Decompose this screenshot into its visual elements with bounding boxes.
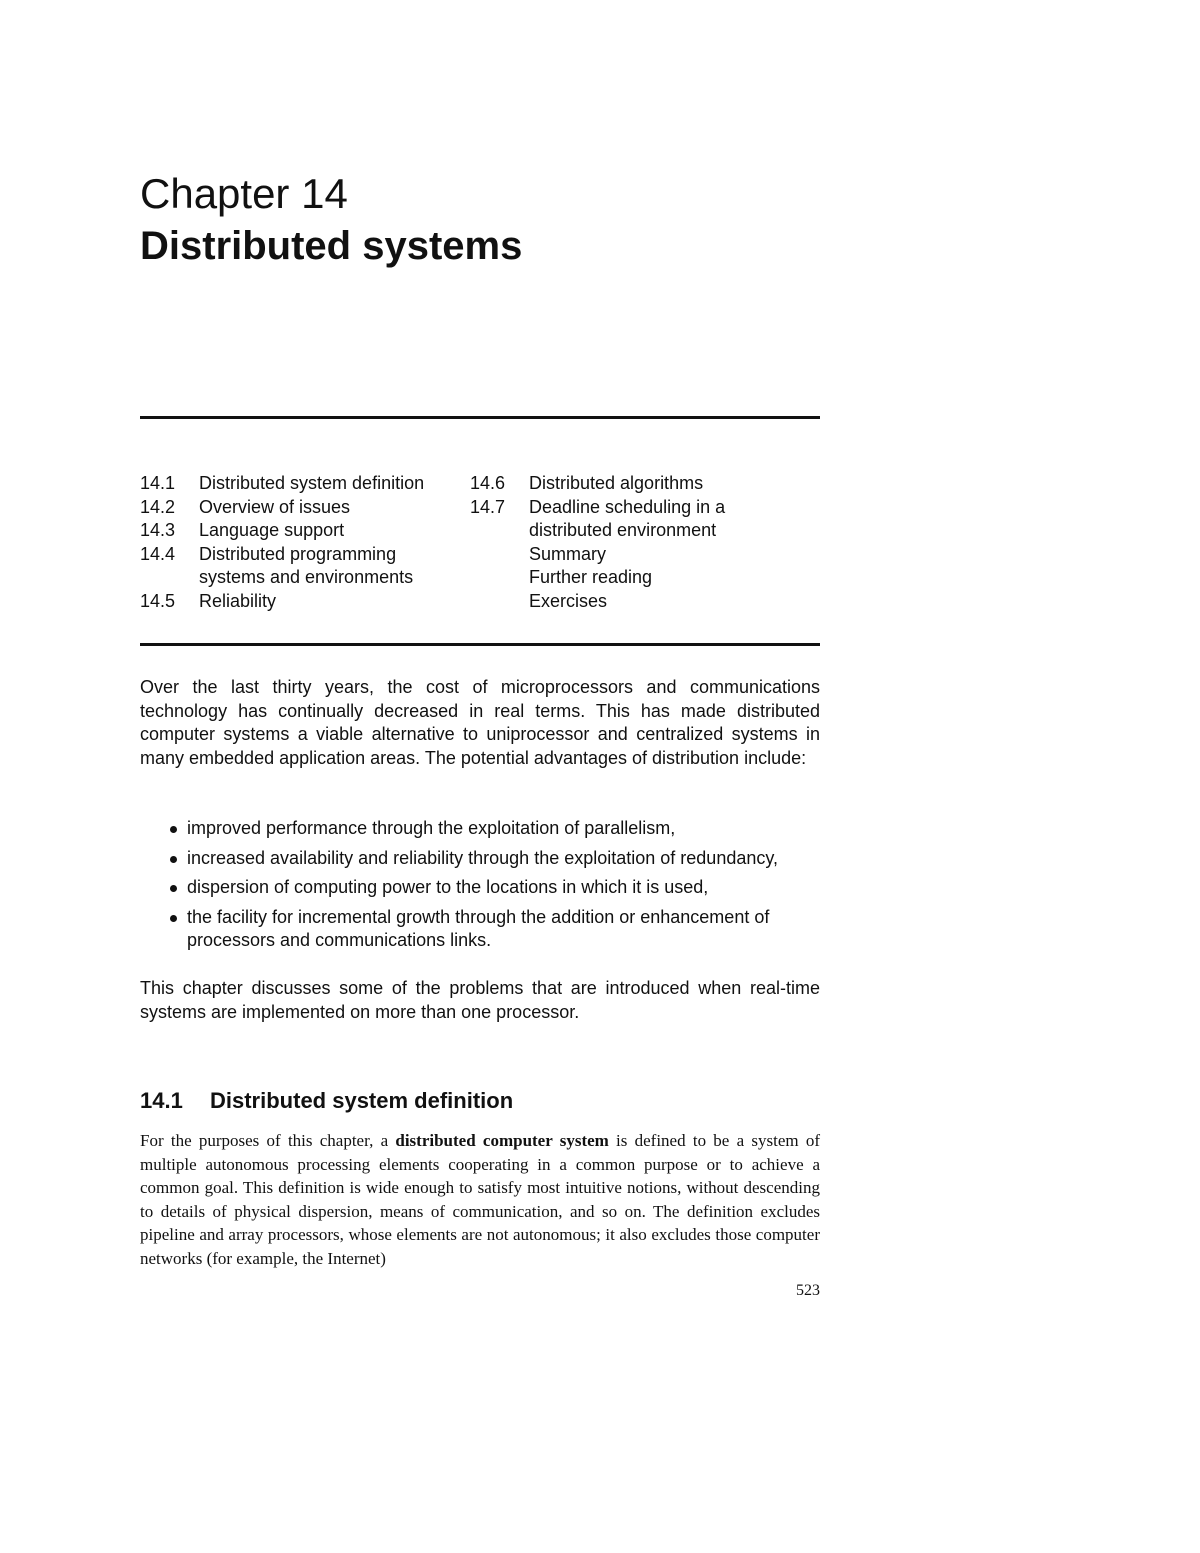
contents-entry-title: Language support <box>199 520 345 540</box>
bullet-icon <box>170 885 177 892</box>
contents-entry-number: 14.5 <box>140 590 176 611</box>
contents-entry-title: Summary <box>529 543 607 564</box>
contents-entry <box>470 496 820 520</box>
bullet-icon <box>170 826 177 833</box>
advantages-list <box>140 817 820 959</box>
contents-entry-number: 14.2 <box>140 496 176 517</box>
intro-paragraph: Over the last thirty years, the cost of microprocessors and communications technology has continually decreased in real terms. This has made distributed computer systems a viable alternative to uniprocessor and centralized systems in many embedded application areas. The potential advantages of distribution include: <box>140 677 820 768</box>
contents-entry-title: Distributed system definition <box>199 473 425 493</box>
definition-paragraph <box>140 1129 820 1270</box>
contents-entry <box>140 543 470 567</box>
list-item-text: dispersion of computing power to the locations in which it is used, <box>187 877 709 897</box>
contents-entry-number <box>470 543 529 567</box>
contents-entry <box>470 519 820 543</box>
list-item-text: increased availability and reliability through the exploitation of redundancy, <box>187 847 779 868</box>
contents-entry-number <box>470 566 529 590</box>
contents-entry-number: 14.1 <box>140 473 176 493</box>
chapter-title: Distributed systems <box>140 224 523 268</box>
toc-bottom-rule <box>140 643 820 646</box>
contents-left-column <box>140 472 470 613</box>
contents-entry-number: 14.3 <box>140 520 176 540</box>
bullet-icon <box>170 856 177 863</box>
contents-entry <box>140 496 470 520</box>
contents-entry-number: 14.4 <box>140 543 176 564</box>
contents-entry <box>140 590 470 614</box>
closing-paragraph: This chapter discusses some of the problems that are introduced when real-time systems are implemented on more than one processor. <box>140 978 820 1022</box>
contents-entry-title: distributed environment <box>529 520 717 540</box>
toc-top-rule <box>140 416 820 419</box>
list-item <box>140 847 820 871</box>
list-item <box>140 876 820 900</box>
contents-entry-title: Further reading <box>529 567 653 587</box>
list-item <box>140 817 820 841</box>
paragraph-text: is defined to be a system of multiple autonomous processing elements cooperating in a common purpose or to achieve a common goal. This definition is wide enough to satisfy most intuitive notions, without descending to details of physical dispersion, means of communication, and so on. The definition excludes pipeline and array processors, whose elements are not autonomous; it also excludes those computer networks (for example, the Internet) <box>140 1131 821 1268</box>
bullet-icon <box>170 915 177 922</box>
contents-entry-title: Exercises <box>529 590 608 611</box>
section-heading <box>140 1088 513 1114</box>
contents-entry-number <box>470 519 529 543</box>
contents-entry <box>140 566 470 590</box>
list-item-text: improved performance through the exploitation of parallelism, <box>187 818 676 838</box>
contents-entry <box>470 472 820 496</box>
list-item-text: the facility for incremental growth through the addition or enhancement of processors and communications links. <box>187 906 770 950</box>
section-title: Distributed system definition <box>210 1088 514 1113</box>
section-number: 14.1 <box>140 1088 183 1113</box>
contents-entry <box>470 543 820 567</box>
defined-term: distributed computer system <box>395 1131 609 1150</box>
contents-entry <box>140 519 470 543</box>
contents-entry-title: Reliability <box>199 590 277 611</box>
contents-entry <box>140 472 470 496</box>
contents-entry-title: systems and environments <box>199 567 414 587</box>
contents-entry-number <box>140 566 199 590</box>
contents-entry-number: 14.7 <box>470 496 506 517</box>
contents-entry-title: Distributed programming <box>199 543 397 564</box>
chapter-label: Chapter 14 <box>140 170 348 217</box>
contents-entry <box>470 566 820 590</box>
contents-entry-title: Deadline scheduling in a <box>529 496 726 517</box>
contents-entry-title: Overview of issues <box>199 496 351 517</box>
contents-right-column <box>470 472 820 613</box>
contents-entry-number <box>470 590 529 614</box>
contents-entry-title: Distributed algorithms <box>529 473 704 493</box>
contents-entry-number: 14.6 <box>470 473 506 493</box>
contents-entry <box>470 590 820 614</box>
paragraph-text: For the purposes of this chapter, a <box>140 1131 396 1150</box>
page-number: 523 <box>796 1282 820 1299</box>
list-item <box>140 906 820 953</box>
